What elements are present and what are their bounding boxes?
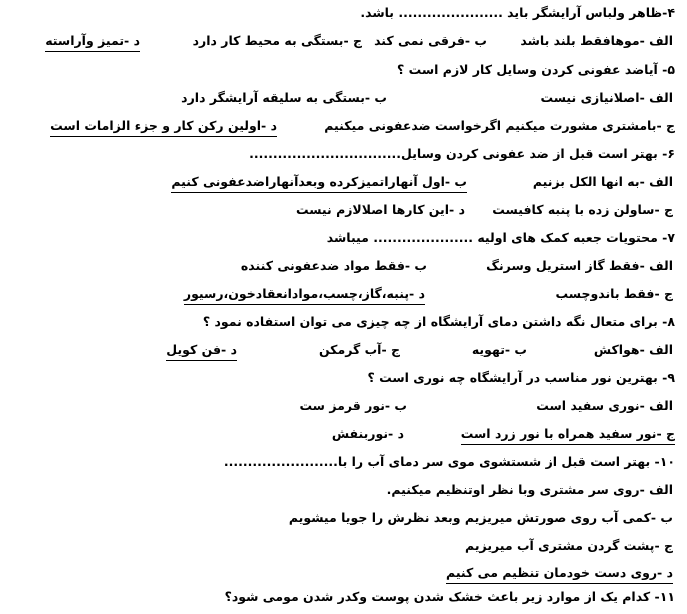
q8-question-text: ۸- برای متعال نگه داشتن دمای آرایشگاه از چه چیزی می توان استفاده نمود ؟ [202, 314, 675, 329]
q5-options-ab [0, 89, 687, 115]
q9-option-b: ب -نور قرمز ست [299, 398, 407, 413]
question-8 [0, 313, 687, 339]
q5-option-d: د -اولین رکن کار و جزء الزامات است [50, 117, 277, 137]
q7-option-d: د -پنبه،گاز،چسب،موادانعقادخون،رسیور [184, 285, 425, 305]
q6-option-a: الف -به انها الکل بزنیم [532, 174, 673, 189]
q6-option-c: ج -ساولن زده با پنبه کافیست [492, 202, 673, 217]
q10-question-text: ۱۰- بهتر است قبل از شستشوی موی سر دمای آب را با........................ [223, 454, 675, 469]
q9-option-d: د -نوربنفش [331, 426, 404, 441]
q6-option-b: ب -اول آنهاراتمیزکرده وبعدآنهاراضدعفونی کنیم [171, 173, 467, 193]
question-5 [0, 61, 687, 87]
q7-option-c: ج -فقط باندوچسب [555, 286, 673, 301]
q4-option-c: ج -بستگی به محیط کار دارد [192, 33, 362, 48]
q8-option-c: ج -آب گرمکن [318, 342, 400, 357]
q6-options-ab [0, 173, 687, 199]
q10-option-d: د -روی دست خودمان تنظیم می کنیم [446, 564, 673, 584]
q10-option-a: الف -روی سر مشتری وبا نظر اوتنظیم میکنیم. [386, 482, 673, 497]
q5-option-a: الف -اصلانیازی نیست [540, 90, 673, 105]
question-7 [0, 229, 687, 255]
q6-option-d: د -این کارها اصلالازم نیست [295, 202, 465, 217]
q9-options-cd [0, 425, 687, 451]
q5-option-b: ب -بستگی به سلیقه آرایشگر دارد [181, 90, 387, 105]
q5-options-cd [0, 117, 687, 143]
q7-options-ab [0, 257, 687, 283]
q5-option-c: ج -بامشتری مشورت میکنیم اگرخواست ضدعفونی میکنیم [324, 118, 675, 133]
q11-question-text: ۱۱- کدام یک از موارد زیر باعث خشک شدن پوست وکدر شدن مومی شود؟ [224, 589, 675, 604]
question-6 [0, 145, 687, 171]
q9-option-c: ج -نور سفید همراه با نور زرد است [461, 425, 675, 445]
question-4 [0, 4, 687, 30]
q8-options [0, 341, 687, 367]
q7-option-a: الف -فقط گاز استریل وسرنگ [486, 258, 673, 273]
q4-option-d: د -تمیز وآراسته [45, 32, 140, 52]
q6-question-text: ۶- بهتر است قبل از ضد عفونی کردن وسایل................................ [249, 146, 675, 161]
q7-options-cd [0, 285, 687, 311]
q8-option-a: الف -هواکش [593, 342, 673, 357]
q4-option-a: الف -موهافقط بلند باشد [520, 33, 673, 48]
q10-option-a-line [0, 481, 687, 507]
q7-option-b: ب -فقط مواد ضدعفونی کننده [240, 258, 427, 273]
q10-option-c: ج -پشت گردن مشتری آب میریزیم [465, 538, 673, 553]
q4-question-text: ۴-ظاهر ولباس آرایشگر باید ...................... باشد. [360, 5, 675, 20]
q10-option-d-line [0, 564, 687, 590]
q8-option-b: ب -تهویه [471, 342, 527, 357]
question-9 [0, 369, 687, 395]
q9-question-text: ۹- بهترین نور مناسب در آرایشگاه چه نوری است ؟ [367, 370, 675, 385]
q8-option-d: د -فن کویل [166, 341, 237, 361]
q7-question-text: ۷- محتویات جعبه کمک های اولیه ..................... میباشد [326, 230, 675, 245]
q9-option-a: الف -نوری سفید است [536, 398, 673, 413]
question-11 [0, 588, 687, 614]
q5-question-text: ۵- آیاضد عفونی کردن وسایل کار لازم است ؟ [397, 62, 675, 77]
q4-option-b: ب -فرقی نمی کند [374, 33, 487, 48]
q10-option-b: ب -کمی آب روی صورتش میریزیم وبعد نظرش را جویا میشویم [288, 510, 673, 525]
q9-options-ab [0, 397, 687, 423]
q10-option-c-line [0, 537, 687, 563]
question-10 [0, 453, 687, 479]
q10-option-b-line [0, 509, 687, 535]
q4-options [0, 32, 687, 58]
q6-options-cd [0, 201, 687, 227]
